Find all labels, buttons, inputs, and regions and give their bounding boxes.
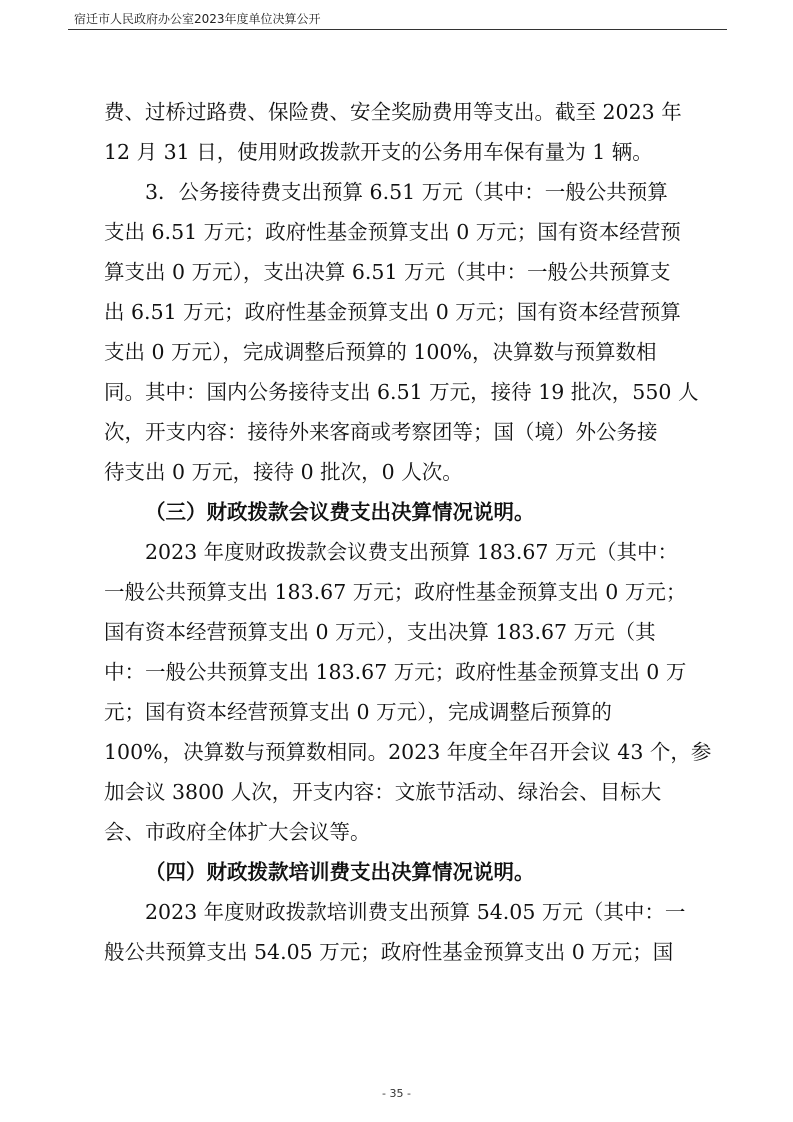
paragraph-line: 2023 年度财政拨款会议费支出预算 183.67 万元（其中： (145, 540, 678, 564)
paragraph-line: 3．公务接待费支出预算 6.51 万元（其中：一般公共预算 (145, 180, 668, 204)
paragraph-line: 加会议 3800 人次，开支内容：文旅节活动、绿治会、目标大 (104, 780, 662, 804)
header-divider (68, 29, 727, 30)
section-heading-training-fees: （四）财政拨款培训费支出决算情况说明。 (145, 860, 535, 884)
paragraph-line: 费、过桥过路费、保险费、安全奖励费用等支出。截至 2023 年 (104, 100, 682, 124)
paragraph-line: 同。其中：国内公务接待支出 6.51 万元，接待 19 批次，550 人 (104, 380, 699, 404)
running-header: 宿迁市人民政府办公室2023年度单位决算公开 (74, 12, 321, 26)
paragraph-line: 2023 年度财政拨款培训费支出预算 54.05 万元（其中：一 (145, 900, 686, 924)
paragraph-line: 会、市政府全体扩大会议等。 (104, 820, 371, 844)
paragraph-line: 出 6.51 万元；政府性基金预算支出 0 万元；国有资本经营预算 (104, 300, 681, 324)
paragraph-line: 一般公共预算支出 183.67 万元；政府性基金预算支出 0 万元； (104, 580, 687, 604)
paragraph-line: 待支出 0 万元，接待 0 批次，0 人次。 (104, 460, 463, 484)
paragraph-line: 12 月 31 日，使用财政拨款开支的公务用车保有量为 1 辆。 (104, 140, 653, 164)
section-heading-meeting-fees: （三）财政拨款会议费支出决算情况说明。 (145, 500, 535, 524)
paragraph-line: 支出 6.51 万元；政府性基金预算支出 0 万元；国有资本经营预 (104, 220, 681, 244)
page-number: - 35 - (382, 1087, 411, 1100)
document-body (104, 92, 712, 972)
paragraph-line: 元；国有资本经营预算支出 0 万元），完成调整后预算的 (104, 700, 612, 724)
paragraph-line: 般公共预算支出 54.05 万元；政府性基金预算支出 0 万元；国 (104, 940, 674, 964)
paragraph-line: 国有资本经营预算支出 0 万元），支出决算 183.67 万元（其 (104, 620, 656, 644)
paragraph-line: 算支出 0 万元），支出决算 6.51 万元（其中：一般公共预算支 (104, 260, 671, 284)
paragraph-line: 中：一般公共预算支出 183.67 万元；政府性基金预算支出 0 万 (104, 660, 687, 684)
paragraph-line: 次，开支内容：接待外来客商或考察团等；国（境）外公务接 (104, 420, 658, 444)
paragraph-line: 100%，决算数与预算数相同。2023 年度全年召开会议 43 个，参 (104, 740, 712, 764)
paragraph-line: 支出 0 万元），完成调整后预算的 100%，决算数与预算数相 (104, 340, 657, 364)
